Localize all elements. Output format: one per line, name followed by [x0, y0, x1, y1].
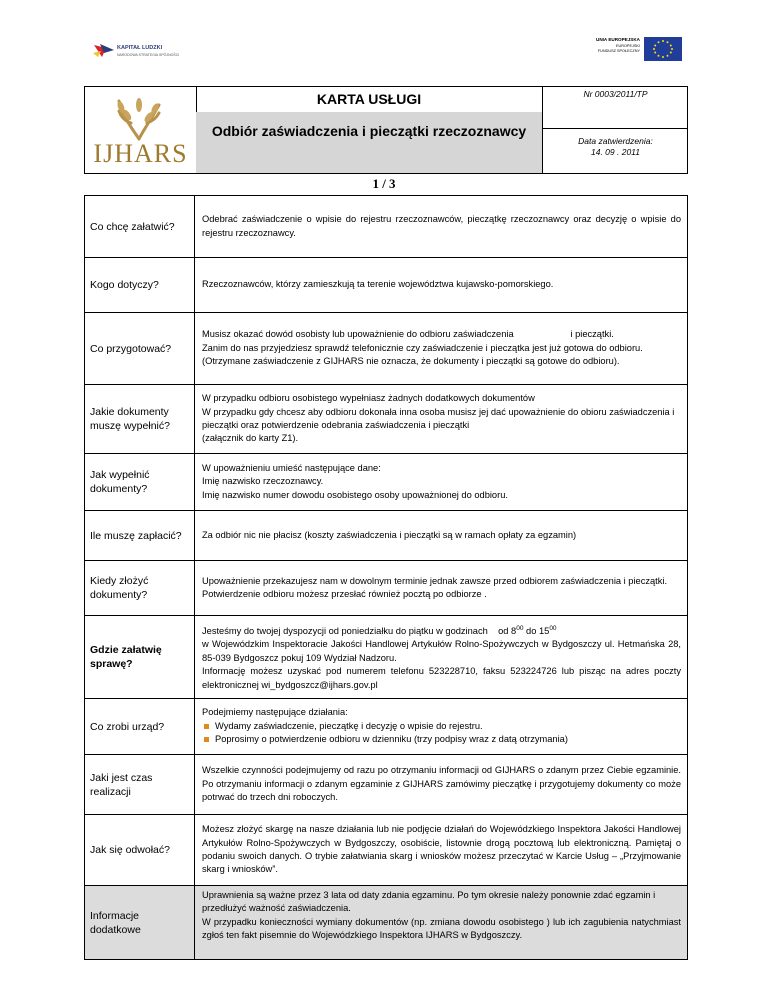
row-text: Podejmiemy następujące działania: — [202, 707, 348, 718]
table-row — [85, 755, 687, 815]
office-hours-to-text: do 15 — [523, 626, 550, 637]
row-value — [195, 385, 687, 453]
row-label: Kogo dotyczy? — [85, 258, 195, 312]
row-label: Informacje dodatkowe — [85, 886, 195, 959]
row-value — [195, 886, 687, 959]
row-text: W przypadku gdy chcesz aby odbioru dokonała inna osoba musisz jej dać upoważnienie do obioru zaświadczenia i pieczątki oraz potwierdzenie odebrania zaświadczenia i pieczątki — [202, 406, 675, 430]
table-row — [85, 258, 687, 313]
list-item — [202, 720, 681, 733]
list-item-text: Poprosimy o potwierdzenie odbioru w dzienniku (trzy podpisy wraz z datą otrzymania) — [215, 734, 568, 745]
row-value — [195, 454, 687, 510]
service-title-cell — [196, 112, 542, 173]
eu-text-2: EUROPEJSKI — [615, 44, 640, 48]
office-hours-text: Jesteśmy do twojej dyspozycji od poniedziałku do piątku w godzinach od 8 — [202, 626, 517, 637]
page-number: 1 / 3 — [372, 176, 396, 191]
card-number: Nr 0003/2011/TP — [583, 89, 648, 99]
table-row — [85, 561, 687, 616]
row-text: Wszelkie czynności podejmujemy od razu po otrzymaniu informacji od GIJHARS o zdanym przez Ciebie egzaminie. Po otrzymaniu informacji o zdanym egzaminie z GIJHARS zamówimy pieczątkę i przygotujemy dokumenty co może potrwać do trzech dni roboczych. — [202, 765, 681, 803]
row-value — [195, 511, 687, 560]
row-text: Możesz złożyć skargę na nasze działania lub nie podjęcie działań do Wojewódzkiego Inspektora Jakości Handlowej Artykułów Rolno-Spożywczych w Bydgoszczy, osobiście, listownie drogą pocztową lub elektroniczną. Pamiętaj o podaniu swoich danych. O trybie załatwiania skarg i wniosków możesz przeczytać w Karcie Usług – „Przyjmowanie skarg i wniosków”. — [202, 824, 681, 875]
table-row — [85, 699, 687, 755]
ijhars-wordmark: IJHARS — [93, 139, 188, 168]
row-text: Upoważnienie przekazujesz nam w dowolnym terminie jednak zawsze przed odbiorem zaświadczenia i pieczątki. — [202, 575, 668, 586]
kapital-ludzki-text: KAPITAŁ LUDZKI — [117, 45, 163, 51]
row-text: Musisz okazać dowód osobisty lub upoważnienie do odbioru zaświadczenia i pieczątki. — [202, 329, 614, 340]
row-label: Co zrobi urząd? — [85, 699, 195, 754]
row-value — [195, 815, 687, 885]
row-text: Informację możesz uzyskać pod numerem telefonu 523228710, faksu 523224726 lub pisząc na adres poczty elektronicznej wi_bydgoszcz@ijhars.gov.pl — [202, 666, 681, 690]
row-text: Rzeczoznawców, którzy zamieszkują ta terenie województwa kujawsko-pomorskiego. — [202, 279, 554, 290]
card-title: KARTA USŁUGI — [316, 91, 422, 107]
row-value — [195, 616, 687, 698]
row-value — [195, 755, 687, 814]
row-value — [195, 699, 687, 754]
approval-date-block — [543, 136, 688, 158]
wheat-icon — [111, 93, 167, 141]
service-details-table — [84, 195, 688, 960]
eu-text-3: FUNDUSZ SPOŁECZNY — [597, 49, 640, 53]
row-text: W przypadku odbioru osobistego wypełniasz żadnych dodatkowych dokumentów — [202, 393, 535, 404]
number-cell — [542, 87, 688, 129]
table-row — [85, 511, 687, 561]
list-item-text: Wydamy zaświadczenie, pieczątkę i decyzję o wpisie do rejestru. — [215, 720, 483, 731]
row-value — [195, 196, 687, 257]
table-row — [85, 815, 687, 886]
approval-date: 14. 09 . 2011 — [591, 147, 640, 157]
row-value — [195, 561, 687, 615]
eu-logo — [584, 37, 682, 59]
table-row — [85, 616, 687, 699]
table-row — [85, 385, 687, 454]
ijhars-logo — [85, 87, 197, 173]
row-text: W przypadku konieczności wymiany dokumentów (np. zmiana dowodu osobistego ) lub ich zagubienia natychmiast zgłoś ten fakt pisemnie do Wojewódzkiego Inspektora IJHARS w Bydgoszczy. — [202, 916, 681, 941]
row-text: (załącznik do karty Z1). — [202, 433, 299, 444]
approval-cell — [542, 128, 688, 173]
row-text: (Otrzymane zaświadczenie z GIJHARS nie oznacza, że dokumenty i pieczątki są gotowe do odbioru). — [202, 356, 620, 367]
table-row — [85, 454, 687, 511]
service-card-header — [84, 86, 688, 174]
row-text: Zanim do nas przyjedziesz sprawdź telefonicznie czy zaświadczenie i pieczątka jest już gotowa do odbioru. — [202, 342, 643, 353]
row-label: Ile muszę zapłacić? — [85, 511, 195, 560]
row-text: Potwierdzenie odbioru możesz przesłać również pocztą po odbiorze . — [202, 589, 487, 599]
row-label: Jakie dokumenty muszę wypełnić? — [85, 385, 195, 453]
row-text: Imię nazwisko rzeczoznawcy. — [202, 476, 324, 487]
row-text: Uprawnienia są ważne przez 3 lata od daty zdania egzaminu. Po tym okresie należy ponownie zdać egzamin i przedłużyć ważność zaświadczenia. — [202, 890, 656, 914]
table-row — [85, 886, 687, 959]
table-row — [85, 313, 687, 385]
row-text: Za odbiór nic nie płacisz (koszty zaświadczenia i pieczątki są w ramach opłaty za egzamin) — [202, 529, 577, 540]
office-hours — [202, 622, 681, 639]
bullet-icon — [204, 724, 209, 729]
row-label: Jak wypełnić dokumenty? — [85, 454, 195, 510]
kapital-ludzki-subtext: NARODOWA STRATEGIA SPÓJNOŚCI — [117, 53, 180, 57]
row-value — [195, 258, 687, 312]
row-label: Co chcę załatwić? — [85, 196, 195, 257]
kapital-ludzki-logo — [92, 42, 180, 62]
row-label: Jak się odwołać? — [85, 815, 195, 885]
row-label: Gdzie załatwię sprawę? — [85, 616, 195, 698]
office-hours-from-minutes: 00 — [516, 624, 524, 632]
list-item — [202, 733, 681, 746]
card-title-cell — [196, 87, 542, 113]
eu-flag-icon — [644, 37, 682, 61]
eu-text-1: UNIA EUROPEJSKA — [596, 37, 640, 42]
bullet-icon — [204, 737, 209, 742]
row-label: Co przygotować? — [85, 313, 195, 384]
row-label: Kiedy złożyć dokumenty? — [85, 561, 195, 615]
table-row — [85, 196, 687, 258]
row-label: Jaki jest czas realizacji — [85, 755, 195, 814]
row-text: W upoważnieniu umieść następujące dane: — [202, 462, 381, 473]
row-text: Imię nazwisko numer dowodu osobistego osoby upoważnionej do odbioru. — [202, 489, 508, 500]
row-value — [195, 313, 687, 384]
approval-label: Data zatwierdzenia: — [578, 136, 653, 146]
service-title: Odbiór zaświadczenia i pieczątki rzeczoznawcy — [211, 123, 527, 139]
row-text: Odebrać zaświadczenie o wpisie do rejestru rzeczoznawców, pieczątkę rzeczoznawcy oraz decyzję o wpisie do rejestru rzeczoznawcy. — [202, 214, 681, 238]
row-text: w Wojewódzkim Inspektoracie Jakości Handlowej Artykułów Rolno-Spożywczych w Bydgoszczy ul. Hetmańska 28, 85-039 Bydgoszcz pokuj 109 Wydział Nadzoru. — [202, 639, 681, 663]
office-hours-to-minutes: 00 — [549, 624, 557, 632]
kapital-ludzki-flag-icon — [92, 44, 116, 58]
